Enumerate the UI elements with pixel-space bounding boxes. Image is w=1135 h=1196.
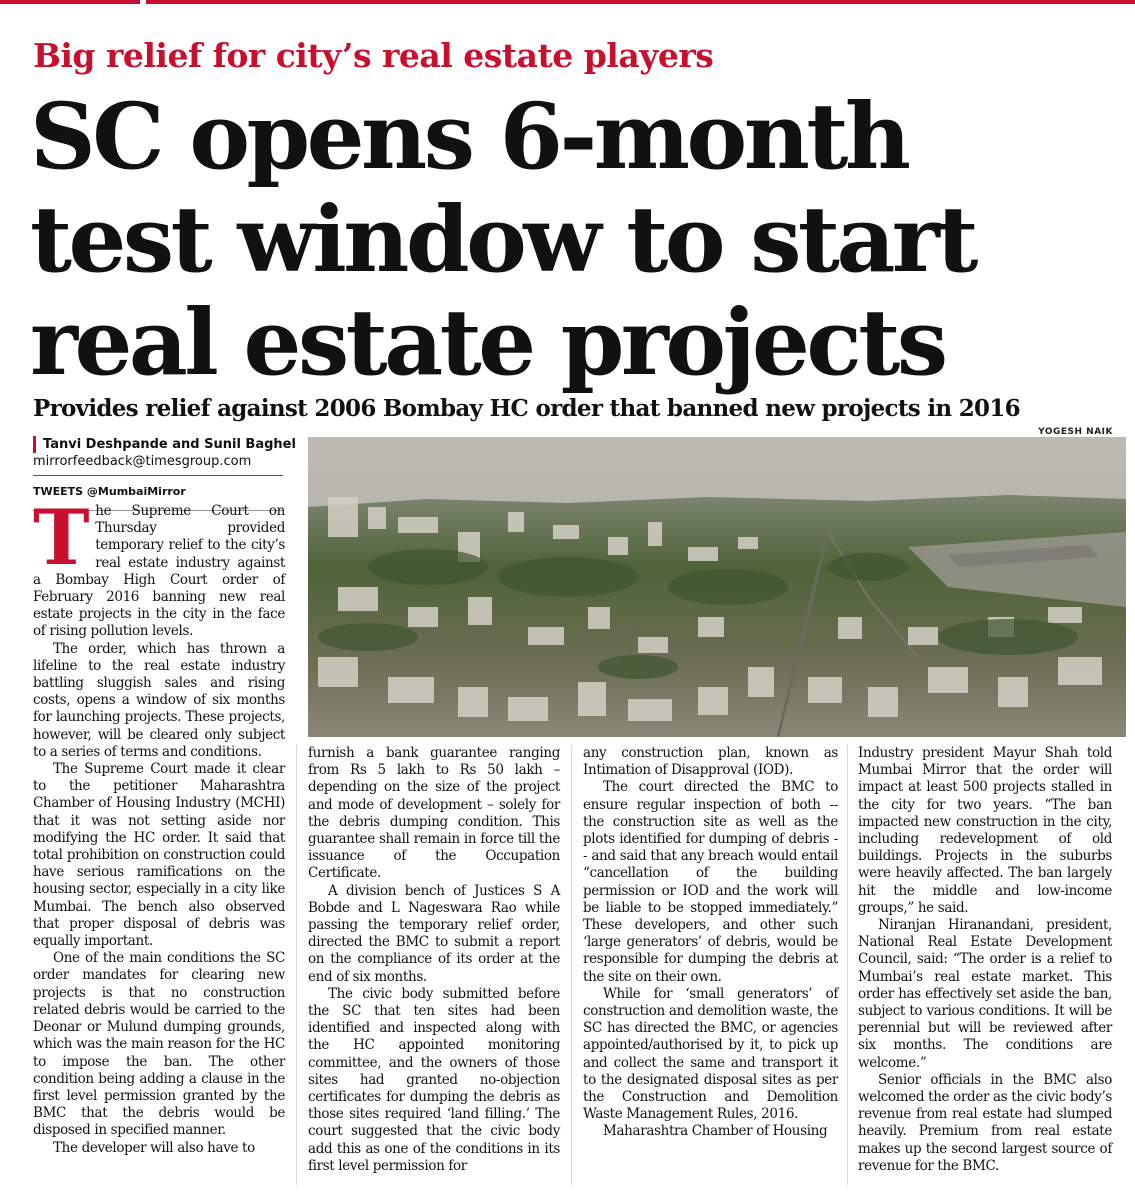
paragraph-text: he Supreme Court on Thursday provided temporary relief to the city’s real estate industry against a Bombay High Court order of February 2016 banning new real estate projects in the city in the face of rising pollution levels. [33, 503, 285, 640]
paragraph: Industry president Mayur Shah told Mumbai Mirror that the order will impact at least 500 projects stalled in the city for two years. “The ban impacted new construction in the city, including redevelopment of old buildings. Projects in the suburbs were heavily affected. The ban largely hit the middle and low-income groups,” he said. [858, 745, 1112, 916]
kicker: Big relief for city’s real estate players [33, 36, 714, 75]
paragraph: Maharashtra Chamber of Housing [603, 1123, 828, 1140]
aerial-city-photo [308, 437, 1126, 737]
headline-line-3: real estate projects [30, 290, 945, 396]
paragraph: Senior officials in the BMC also welcomed the order as the civic body’s revenue from real estate had slumped heavily. Premium from real estate makes up the second largest source of revenue for the BMC. [858, 1071, 1112, 1174]
body-column-3 [583, 745, 838, 1141]
paragraph: The developer will also have to [53, 1139, 255, 1156]
paragraph: The Supreme Court made it clear to the petitioner Maharashtra Chamber of Housing Industry (MCHI) that it was not setting aside nor modifying the HC order. It said that total prohibition on construction could have serious ramifications on the housing sector, especially in a city like Mumbai. The bench also observed that proper disposal of debris was equally important. [33, 761, 285, 950]
paragraph: A division bench of Justices S A Bobde and L Nageswara Rao while passing the temporary relief order, directed the BMC to submit a report on the compliance of its order at the end of six months. [308, 882, 560, 985]
top-red-rule [0, 0, 1135, 4]
column-gutter-2 [571, 745, 572, 1185]
byline-tweets: TWEETS @MumbaiMirror [33, 485, 186, 498]
byline-authors: Tanvi Deshpande and Sunil Baghel [33, 436, 293, 453]
paragraph: any construction plan, known as Intimation of Disapproval (IOD). [583, 745, 838, 779]
column-gutter-1 [296, 745, 297, 1185]
deck: Provides relief against 2006 Bombay HC order that banned new projects in 2016 [33, 395, 1020, 422]
drop-cap: T [33, 493, 90, 582]
byline-email: mirrorfeedback@timesgroup.com [33, 454, 252, 469]
paragraph: One of the main conditions the SC order mandates for clearing new projects is that no construction related debris would be carried to the Deonar or Mulund dumping grounds, which was the main reason for the HC to impose the ban. The other condition being adding a clause in the first level permission granted by the BMC that the debris would be disposed in specified manner. [33, 950, 285, 1139]
photo-credit: YOGESH NAIK [1038, 427, 1113, 437]
body-column-2 [308, 745, 560, 1175]
top-rule-gap [140, 0, 146, 4]
body-column-4 [858, 745, 1112, 1175]
paragraph: furnish a bank guarantee ranging from Rs 5 lakh to Rs 50 lakh – depending on the size of the project and mode of development – solely for the debris dumping condition. This guarantee shall remain in force till the issuance of the Occupation Certificate. [308, 745, 560, 882]
paragraph: The civic body submitted before the SC that ten sites had been identified and inspected along with the HC appointed monitoring committee, and the owners of those sites had granted no-objection certificates for dumping the debris as those sites required ‘land filling.’ The court suggested that the civic body add this as one of the conditions in its first level permission for [308, 985, 560, 1174]
column-gutter-3 [847, 745, 848, 1185]
headline-line-1: SC opens 6-month [30, 84, 908, 190]
byline-rule [33, 475, 283, 476]
paragraph: Niranjan Hiranandani, president, National Real Estate Development Council, said: “The order is a relief to Mumbai’s real estate market. This order has effectively set aside the ban, subject to various conditions. It will be perennial but will be reviewed after six months. The conditions are welcome.” [858, 917, 1112, 1071]
paragraph: The court directed the BMC to ensure regular inspection of both -- the construction site as well as the plots identified for dumping of debris -- and said that any breach would entail “cancellation of the building permission or IOD and the work will be liable to be stopped immediately.” These developers, and other such ‘large generators’ of debris, would be responsible for dumping the debris at the site on their own. [583, 779, 838, 985]
headline-line-2: test window to start [30, 187, 975, 293]
body-column-1 [33, 493, 285, 1157]
aerial-city-illustration [308, 437, 1126, 737]
headline [30, 86, 1130, 395]
paragraph: While for ‘small generators’ of construction and demolition waste, the SC has directed the BMC, or agencies appointed/authorised by it, to pick up and collect the same and transport it to the designated disposal sites as per the Construction and Demolition Waste Management Rules, 2016. [583, 985, 838, 1123]
paragraph [33, 493, 285, 641]
paragraph: The order, which has thrown a lifeline to the real estate industry battling sluggish sales and rising costs, opens a window of six months for launching projects. These projects, however, will be cleared only subject to a series of terms and conditions. [33, 640, 285, 760]
